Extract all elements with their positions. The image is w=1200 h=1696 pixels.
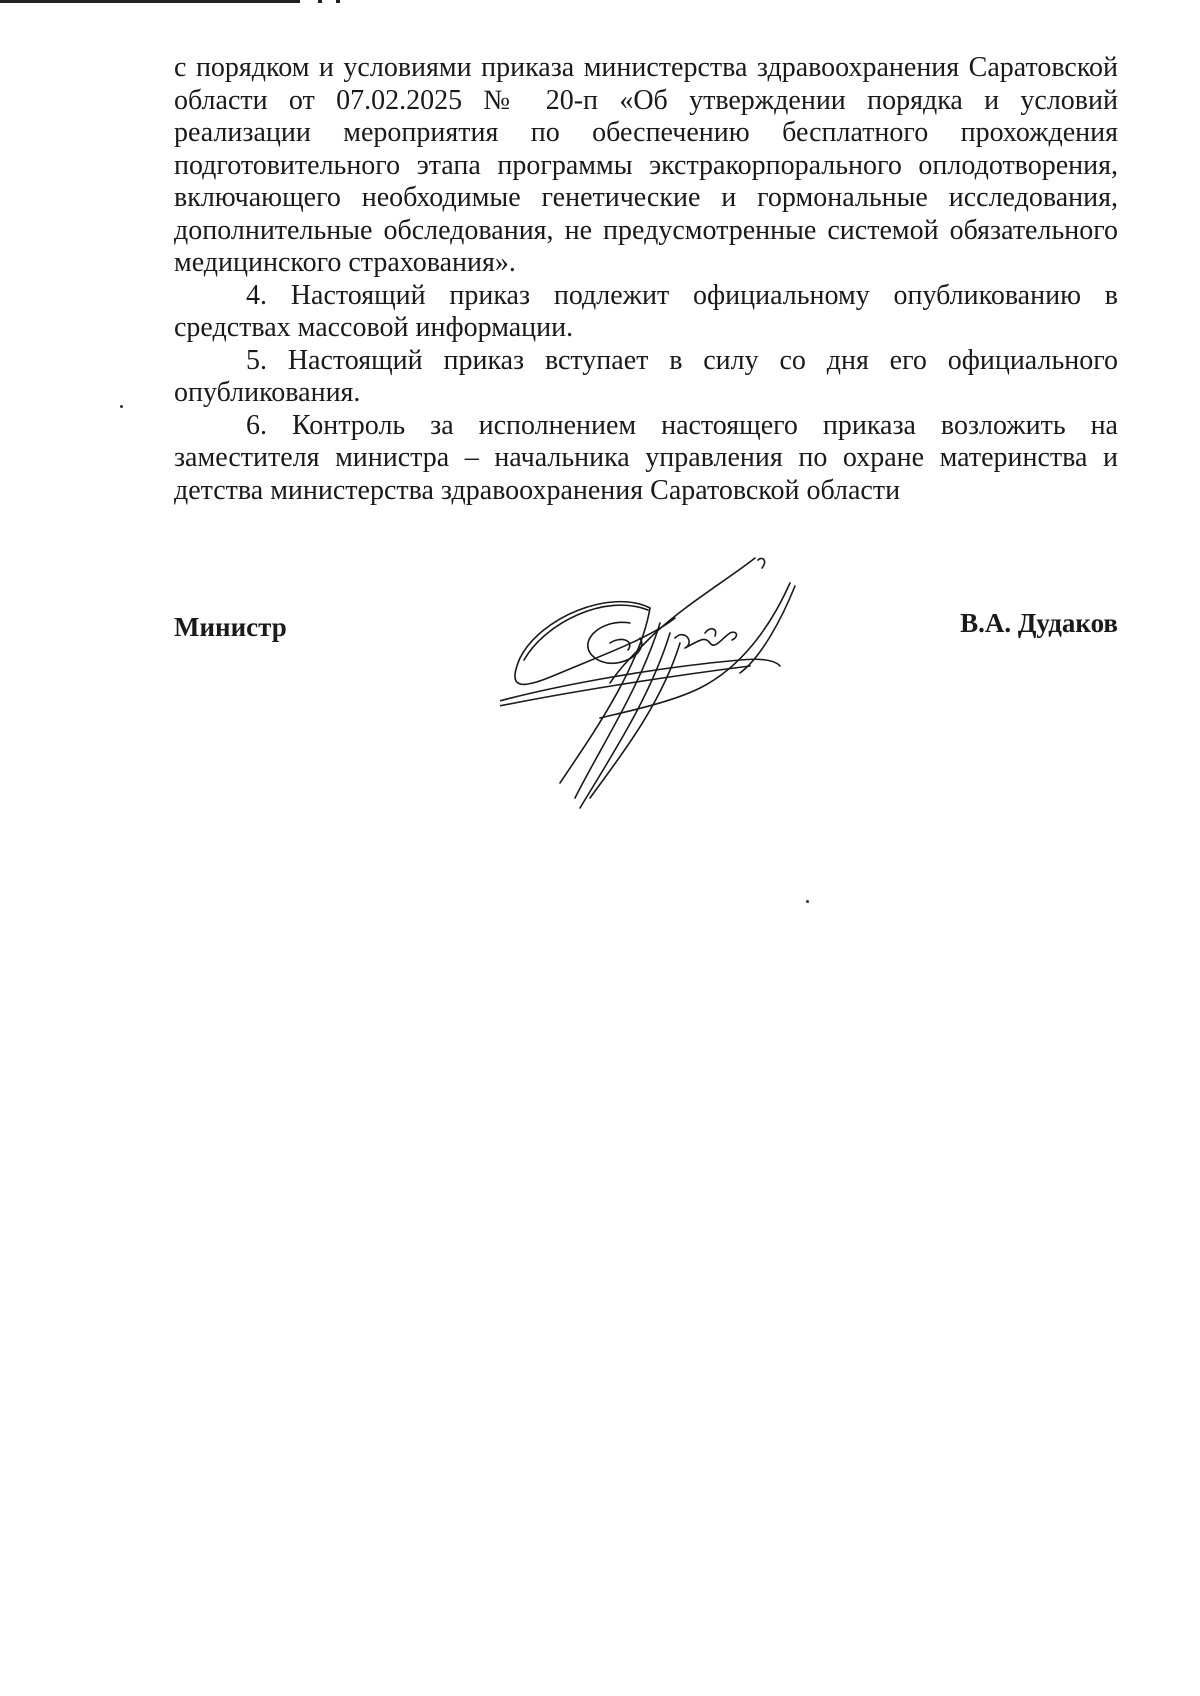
top-rule-mark: [318, 0, 322, 3]
scan-speck: [120, 405, 123, 408]
scan-speck: [806, 900, 809, 903]
handwritten-signature: [500, 548, 860, 848]
paragraph-item-4: 4. Настоящий приказ подлежит официальному опубликованию в средствах массовой информации.: [174, 279, 1118, 343]
paragraph-item-5: 5. Настоящий приказ вступает в силу со дня его официального опубликования.: [174, 344, 1118, 408]
document-body: [174, 52, 1118, 507]
paragraph-continuation: с порядком и условиями приказа министерства здравоохранения Саратовской области от 07.02.2025 № 20-п «Об утверждении порядка и условий реализации мероприятия по обеспечению бесплатного прохождения подготовительного этапа программы экстракорпорального оплодотворения, включающего необходимые генетические и гормональные исследования, дополнительные обследования, не предусмотренные системой обязательного медицинского страхования».: [174, 52, 1118, 278]
paragraph-item-6: 6. Контроль за исполнением настоящего приказа возложить на заместителя министра – начальника управления по охране материнства и детства министерства здравоохранения Саратовской области: [174, 409, 1118, 506]
signatory-name: В.А. Дудаков: [960, 608, 1118, 638]
top-rule: [0, 0, 300, 3]
signatory-position: Министр: [174, 612, 287, 642]
top-rule-mark: [336, 0, 340, 3]
